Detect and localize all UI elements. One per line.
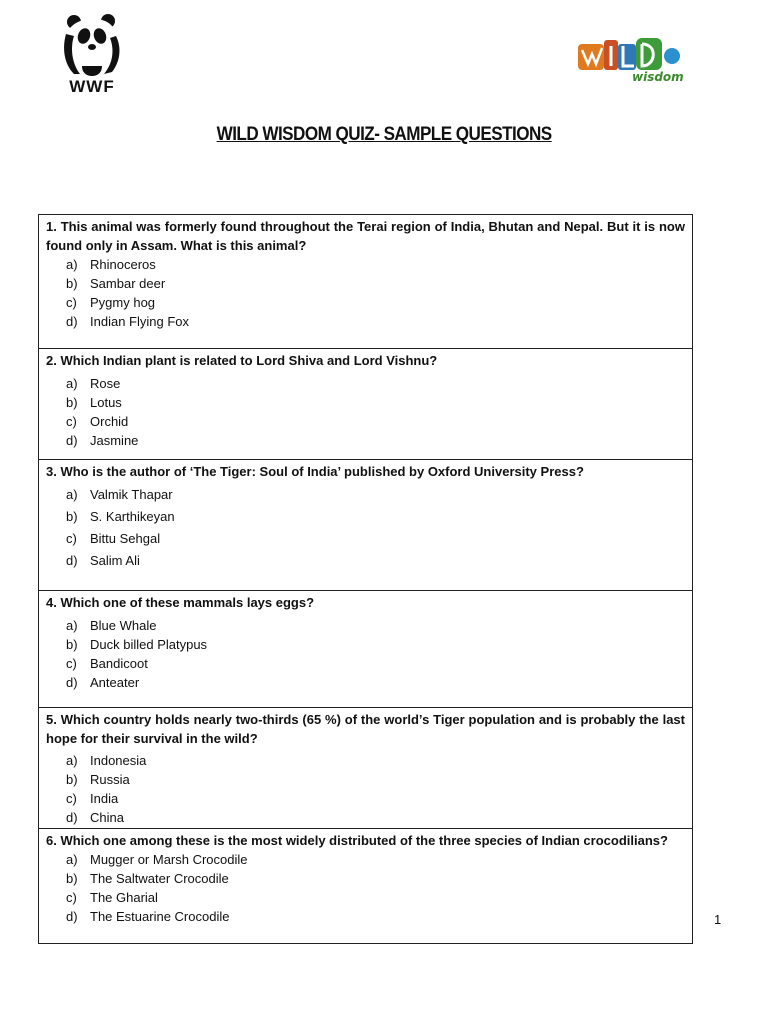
option-label: c) bbox=[66, 414, 77, 429]
option-text: Anteater bbox=[90, 675, 140, 690]
option-text: Lotus bbox=[90, 395, 122, 410]
wild-wisdom-logo bbox=[576, 34, 688, 88]
options-list bbox=[46, 616, 685, 692]
quiz-table bbox=[38, 214, 693, 944]
question-row bbox=[39, 460, 692, 591]
option-text: Indian Flying Fox bbox=[90, 314, 189, 329]
option-item bbox=[46, 850, 685, 869]
option-item bbox=[46, 673, 685, 692]
option-text: Russia bbox=[90, 772, 130, 787]
option-item bbox=[46, 374, 685, 393]
option-text: S. Karthikeyan bbox=[90, 509, 175, 524]
option-item bbox=[46, 255, 685, 274]
option-text: Rose bbox=[90, 376, 121, 391]
option-label: d) bbox=[66, 433, 78, 448]
option-text: Pygmy hog bbox=[90, 295, 156, 310]
option-text: Orchid bbox=[90, 414, 129, 429]
option-text: Mugger or Marsh Crocodile bbox=[90, 852, 248, 867]
question-row bbox=[39, 349, 692, 460]
question-row bbox=[39, 708, 692, 829]
option-text: Blue Whale bbox=[90, 618, 157, 633]
wild-logo-graphic bbox=[576, 34, 688, 74]
option-label: d) bbox=[66, 810, 78, 825]
option-text: The Saltwater Crocodile bbox=[90, 871, 229, 886]
option-label: b) bbox=[66, 637, 78, 652]
option-label: a) bbox=[66, 852, 78, 867]
options-list bbox=[46, 255, 685, 331]
question-text: 1. This animal was formerly found throughout the Terai region of India, Bhutan and Nepal. But it is now found only in Assam. What is this animal? bbox=[46, 219, 685, 253]
question-text: 3. Who is the author of ‘The Tiger: Soul of India’ published by Oxford University Press? bbox=[46, 464, 584, 479]
option-item bbox=[46, 616, 685, 635]
option-text: The Estuarine Crocodile bbox=[90, 909, 230, 924]
question-text: 5. Which country holds nearly two-thirds (65 %) of the world’s Tiger population and is probably the last hope for their survival in the wild? bbox=[46, 712, 685, 746]
option-label: a) bbox=[66, 487, 78, 502]
page-title-wrapper bbox=[0, 124, 768, 146]
option-label: d) bbox=[66, 553, 78, 568]
option-label: a) bbox=[66, 753, 78, 768]
option-label: c) bbox=[66, 890, 77, 905]
option-item bbox=[46, 312, 685, 331]
option-item bbox=[46, 751, 685, 770]
option-item bbox=[46, 412, 685, 431]
options-list bbox=[46, 484, 685, 572]
question-row bbox=[39, 215, 692, 349]
wwf-logo bbox=[62, 14, 122, 96]
option-text: Duck billed Platypus bbox=[90, 637, 208, 652]
option-label: a) bbox=[66, 257, 78, 272]
option-text: Jasmine bbox=[90, 433, 139, 448]
question-text: 6. Which one among these is the most widely distributed of the three species of Indian crocodilians? bbox=[46, 833, 668, 848]
options-list bbox=[46, 850, 685, 926]
option-item bbox=[46, 907, 685, 926]
options-list bbox=[46, 374, 685, 450]
option-label: b) bbox=[66, 395, 78, 410]
option-item bbox=[46, 888, 685, 907]
option-item bbox=[46, 274, 685, 293]
option-item bbox=[46, 506, 685, 528]
option-item bbox=[46, 393, 685, 412]
option-label: d) bbox=[66, 314, 78, 329]
option-item bbox=[46, 635, 685, 654]
option-text: Rhinoceros bbox=[90, 257, 156, 272]
option-label: b) bbox=[66, 509, 78, 524]
question-text: 2. Which Indian plant is related to Lord Shiva and Lord Vishnu? bbox=[46, 353, 438, 368]
option-text: Salim Ali bbox=[90, 553, 140, 568]
option-label: c) bbox=[66, 295, 77, 310]
option-item bbox=[46, 431, 685, 450]
option-label: b) bbox=[66, 772, 78, 787]
option-label: c) bbox=[66, 656, 77, 671]
option-item bbox=[46, 528, 685, 550]
option-item bbox=[46, 808, 685, 827]
option-item bbox=[46, 869, 685, 888]
option-item bbox=[46, 550, 685, 572]
option-label: c) bbox=[66, 531, 77, 546]
page-number: 1 bbox=[714, 912, 722, 927]
option-text: The Gharial bbox=[90, 890, 158, 905]
option-label: c) bbox=[66, 791, 77, 806]
option-item bbox=[46, 770, 685, 789]
wwf-logo-text: WWF bbox=[69, 77, 115, 96]
option-text: Bandicoot bbox=[90, 656, 148, 671]
option-label: d) bbox=[66, 675, 78, 690]
option-label: b) bbox=[66, 276, 78, 291]
question-text: 4. Which one of these mammals lays eggs? bbox=[46, 595, 315, 610]
option-text: China bbox=[90, 810, 124, 825]
question-row bbox=[39, 829, 692, 943]
wild-logo-subtext: wisdom bbox=[632, 70, 684, 84]
option-label: a) bbox=[66, 376, 78, 391]
page-title: WILD WISDOM QUIZ- SAMPLE QUESTIONS bbox=[216, 124, 552, 145]
option-text: Indonesia bbox=[90, 753, 147, 768]
option-label: d) bbox=[66, 909, 78, 924]
option-text: Valmik Thapar bbox=[90, 487, 173, 502]
option-item bbox=[46, 293, 685, 312]
panda-icon bbox=[62, 14, 122, 78]
option-text: Bittu Sehgal bbox=[90, 531, 161, 546]
option-label: b) bbox=[66, 871, 78, 886]
option-item bbox=[46, 654, 685, 673]
option-text: Sambar deer bbox=[90, 276, 166, 291]
option-label: a) bbox=[66, 618, 78, 633]
option-text: India bbox=[90, 791, 119, 806]
option-item bbox=[46, 484, 685, 506]
options-list bbox=[46, 751, 685, 827]
question-row bbox=[39, 591, 692, 708]
option-item bbox=[46, 789, 685, 808]
